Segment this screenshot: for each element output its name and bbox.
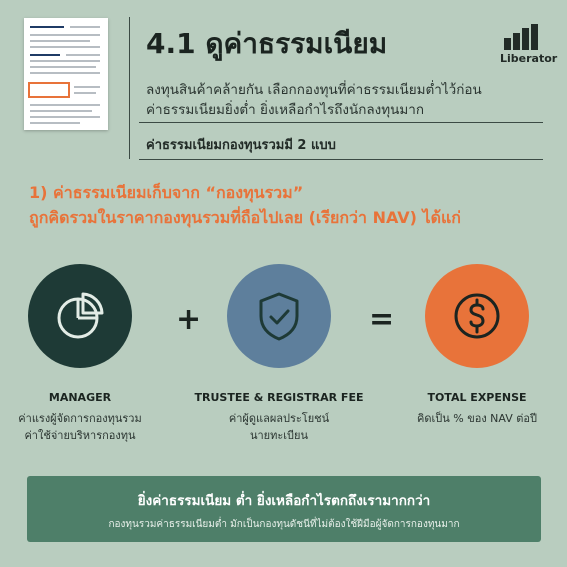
- total-expense-circle: [425, 264, 529, 368]
- equals-sign: =: [369, 302, 395, 337]
- total-expense-label: [392, 391, 562, 427]
- section-line-1: 1) ค่าธรรมเนียมเก็บจาก “กองทุนรวม”: [29, 183, 304, 202]
- total-expense-title: TOTAL EXPENSE: [427, 391, 527, 404]
- trustee-desc-1: ค่าผู้ดูแลผลประโยชน์: [228, 412, 330, 425]
- manager-label: [0, 391, 165, 444]
- banner-title: ยิ่งค่าธรรมเนียม ต่ำ ยิ่งเหลือกำไรตกถึงเรามากกว่า: [137, 493, 431, 509]
- manager-circle: [28, 264, 132, 368]
- brand-name: Liberator: [500, 52, 558, 65]
- trustee-title: TRUSTEE & REGISTRAR FEE: [194, 391, 364, 404]
- fund-factsheet-thumbnail: [24, 18, 108, 130]
- vertical-divider: [129, 17, 130, 159]
- section-line-2: ถูกคิดรวมในราคากองทุนรวมที่ถือไปเลย (เรียกว่า NAV) ได้แก่: [29, 208, 461, 227]
- section-heading: [29, 180, 461, 230]
- plus-sign: +: [176, 302, 202, 337]
- liberator-logo-icon: [504, 24, 552, 50]
- page-title: 4.1 ดูค่าธรรมเนียม: [146, 27, 388, 60]
- total-expense-desc-1: คิดเป็น % ของ NAV ต่อปี: [416, 412, 537, 425]
- dollar-icon: [449, 288, 505, 344]
- intro-text: [146, 80, 482, 120]
- shield-check-icon: [251, 288, 307, 344]
- summary-banner: [27, 476, 541, 542]
- highlight-box: [28, 82, 70, 98]
- banner-subtitle: กองทุนรวมค่าธรรมเนียมต่ำ มักเป็นกองทุนดัชนีที่ไม่ต้องใช้ฝีมือผู้จัดการกองทุนมาก: [108, 519, 460, 530]
- divider-bottom: [139, 159, 543, 160]
- trustee-label: [194, 391, 364, 444]
- manager-desc-2: ค่าใช้จ่ายบริหารกองทุน: [24, 429, 136, 442]
- divider-top: [139, 122, 543, 123]
- liberator-logo: [500, 24, 558, 65]
- subheading: ค่าธรรมเนียมกองทุนรวมมี 2 แบบ: [146, 138, 336, 153]
- pie-chart-icon: [52, 288, 108, 344]
- trustee-circle: [227, 264, 331, 368]
- intro-line-2: ค่าธรรมเนียมยิ่งต่ำ ยิ่งเหลือกำไรถึงนักลงทุนมาก: [146, 102, 425, 118]
- trustee-desc-2: นายทะเบียน: [249, 429, 308, 442]
- intro-line-1: ลงทุนสินค้าคล้ายกัน เลือกกองทุนที่ค่าธรรมเนียมต่ำไว้ก่อน: [146, 82, 482, 98]
- manager-title: MANAGER: [48, 391, 112, 404]
- manager-desc-1: ค่าแรงผู้จัดการกองทุนรวม: [18, 412, 142, 425]
